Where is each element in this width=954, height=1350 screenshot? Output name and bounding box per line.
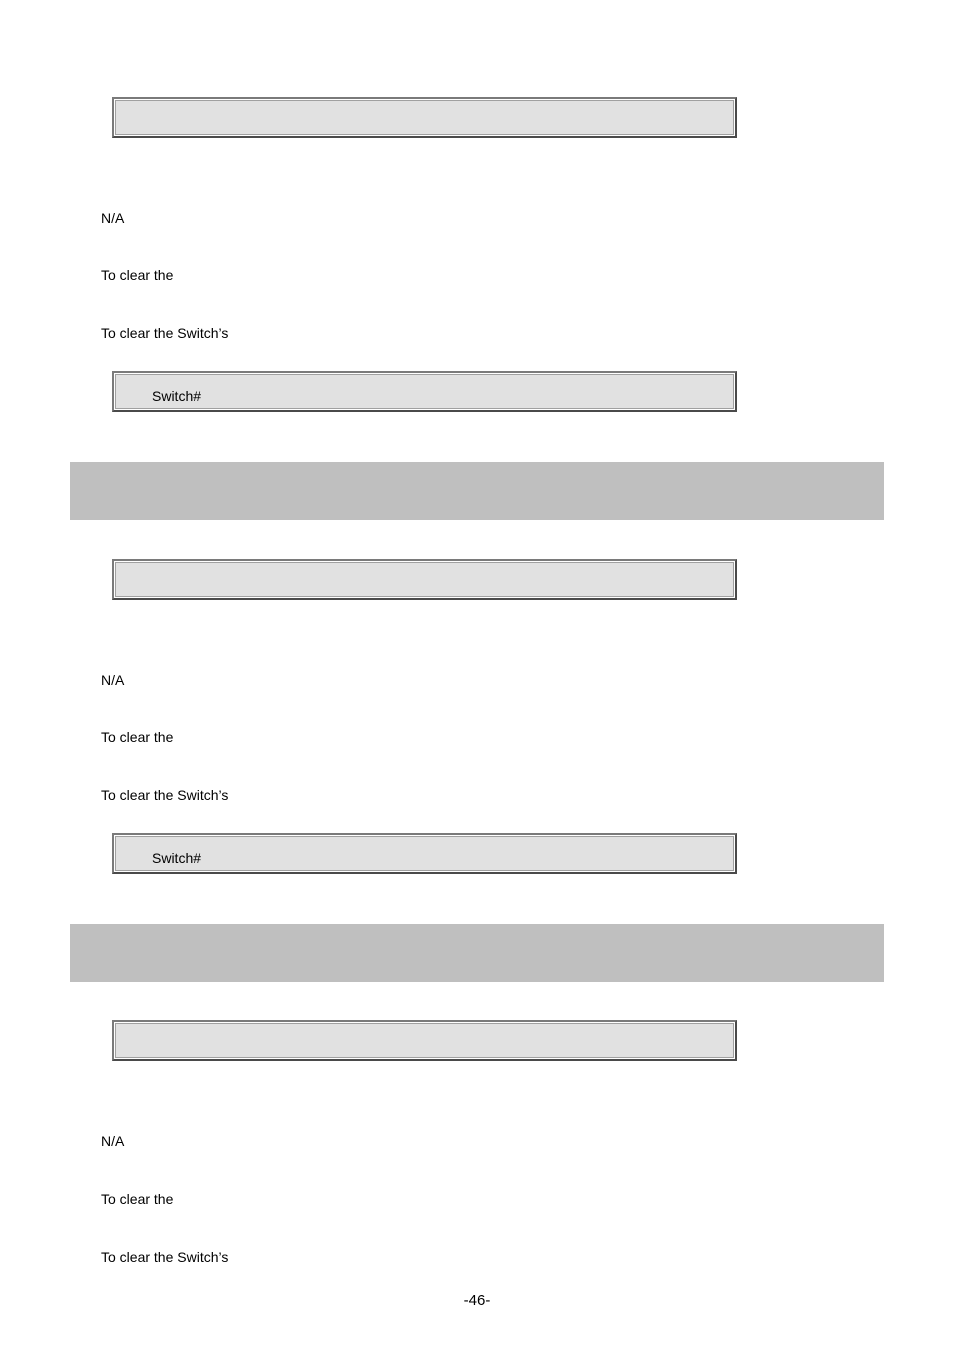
section-heading-band-2 [70, 924, 884, 982]
usage-text-1: To clear the [101, 267, 174, 283]
usage-text-2: To clear the [101, 729, 174, 745]
example-box-1 [112, 371, 737, 412]
example-text-2: To clear the Switch’s [101, 787, 229, 803]
default-value-3: N/A [101, 1133, 125, 1149]
usage-text-3: To clear the [101, 1191, 174, 1207]
page-number: -46- [463, 1292, 491, 1309]
example-text-3: To clear the Switch’s [101, 1249, 229, 1265]
syntax-box-1 [112, 97, 737, 138]
default-value-2: N/A [101, 672, 125, 688]
section-heading-band-1 [70, 462, 884, 520]
default-value-1: N/A [101, 210, 125, 226]
example-box-2 [112, 833, 737, 874]
example-command-1: Switch# [152, 388, 202, 404]
syntax-box-2 [112, 559, 737, 600]
syntax-box-3 [112, 1020, 737, 1061]
example-text-1: To clear the Switch’s [101, 325, 229, 341]
example-command-2: Switch# [152, 850, 202, 866]
